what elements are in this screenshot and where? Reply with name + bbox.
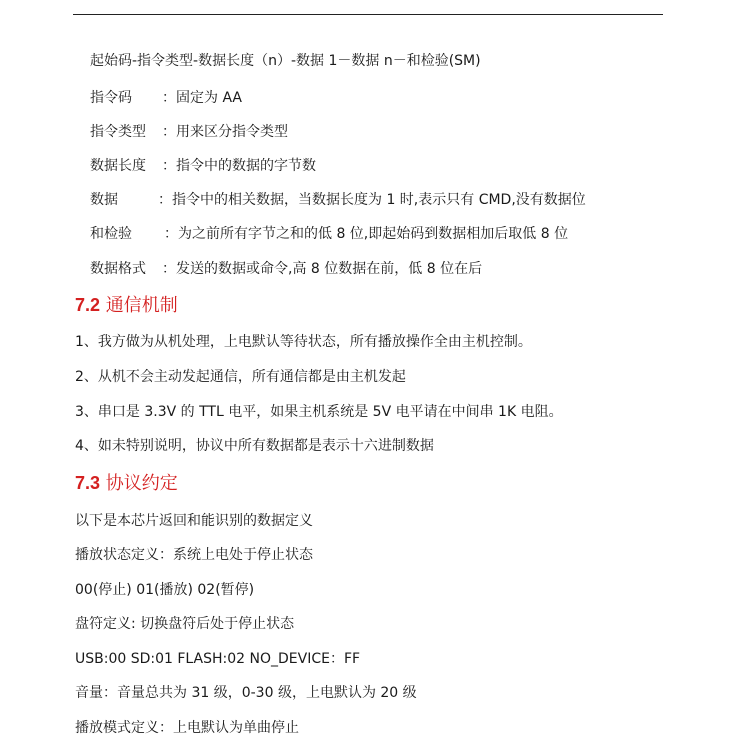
- list-item: 3、串口是 3.3V 的 TTL 电平，如果主机系统是 5V 电平请在中间串 1K 电阻。: [75, 404, 563, 420]
- list-item: 4、如未特别说明，协议中所有数据都是表示十六进制数据: [75, 438, 434, 454]
- definition-row: [90, 191, 586, 209]
- definition-term: 和检验: [90, 226, 132, 242]
- section-heading-7-3: [75, 472, 178, 495]
- definition-separator: ：: [162, 124, 176, 140]
- paragraph-line: 盘符定义: 切换盘符后处于停止状态: [75, 616, 295, 632]
- definition-description: 指令中的数据的字节数: [176, 158, 316, 174]
- definition-description: 用来区分指令类型: [176, 124, 288, 140]
- definition-row: [90, 157, 316, 175]
- definition-row: [90, 225, 568, 243]
- definition-row: [90, 123, 288, 141]
- definition-description: 发送的数据或命令,高 8 位数据在前，低 8 位在后: [176, 261, 483, 277]
- list-item: 2、从机不会主动发起通信，所有通信都是由主机发起: [75, 369, 406, 385]
- definition-term: 数据: [90, 192, 118, 208]
- paragraph-line: 音量：音量总共为 31 级，0-30 级，上电默认为 20 级: [75, 685, 417, 701]
- definition-term: 数据格式: [90, 261, 146, 277]
- list-item: 1、我方做为从机处理，上电默认等待状态，所有播放操作全由主机控制。: [75, 334, 532, 350]
- definition-separator: ：: [162, 261, 176, 277]
- definition-description: 固定为 AA: [176, 90, 242, 106]
- definition-separator: ：: [158, 192, 172, 208]
- section-title: 通信机制: [105, 295, 178, 316]
- section-heading-7-2: [75, 294, 178, 317]
- top-horizontal-rule: [73, 14, 663, 15]
- definition-separator: ：: [164, 226, 178, 242]
- definition-separator: ：: [162, 90, 176, 106]
- definition-term: 指令码: [90, 90, 132, 106]
- definition-separator: ：: [162, 158, 176, 174]
- paragraph-line: 播放状态定义：系统上电处于停止状态: [75, 547, 313, 563]
- definition-description: 指令中的相关数据，当数据长度为 1 时,表示只有 CMD,没有数据位: [172, 192, 586, 208]
- definition-row: [90, 260, 482, 278]
- section-title: 协议约定: [105, 473, 178, 494]
- section-number: 7.3: [75, 473, 101, 493]
- definition-row: [90, 89, 242, 107]
- definition-description: 为之前所有字节之和的低 8 位,即起始码到数据相加后取低 8 位: [178, 226, 569, 242]
- paragraph-line: 播放模式定义：上电默认为单曲停止: [75, 720, 299, 736]
- paragraph-line: 以下是本芯片返回和能识别的数据定义: [75, 513, 313, 529]
- section-number: 7.2: [75, 295, 101, 315]
- definition-term: 数据长度: [90, 158, 146, 174]
- paragraph-line: 00(停止) 01(播放) 02(暂停): [75, 582, 255, 598]
- paragraph-line: USB:00 SD:01 FLASH:02 NO_DEVICE：FF: [75, 651, 361, 667]
- frame-format-line: 起始码-指令类型-数据长度（n）-数据 1－数据 n－和检验(SM): [90, 53, 481, 69]
- definition-term: 指令类型: [90, 124, 146, 140]
